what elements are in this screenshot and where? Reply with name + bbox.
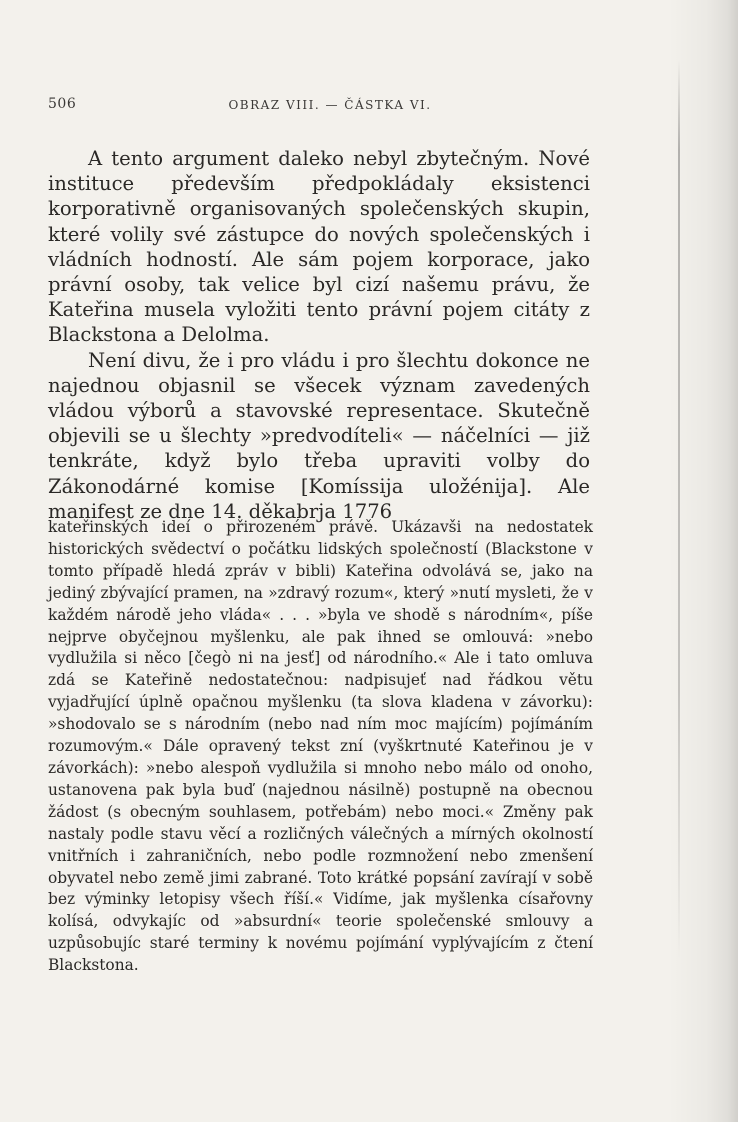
page-number: 506: [48, 96, 77, 112]
page-spine-line: [678, 60, 680, 960]
main-paragraph: Není divu, že i pro vládu i pro šlechtu dokonce ne najednou objasnil se všecek význam zavedených vládou výborů a stavovské representace. Skutečně objevili se u šlechty »predvodíteli« — náčelníci — již tenkráte, když bylo třeba upraviti volby do Zákonodárné komise [Komíssija uložénija]. Ale manifest ze dne 14. děkabrja 1776: [48, 348, 590, 523]
running-head: [48, 96, 596, 118]
footnote-paragraph: kateřinských ideí o přirozeném právě. Ukázavši na nedostatek historických svědectví o počátku lidských společností (Blackstone v tomto případě hledá zpráv v bibli) Kateřina odvolává se, jako na jediný zbývající pramen, na »zdravý rozum«, který »nutí mysleti, že v každém národě jeho vláda« . . . »byla ve shodě s národním«, píše nejprve obyčejnou myšlenku, ale pak ihned se omlouvá: »nebo vydlužila si něco [čegò ni na jesť] od národního.« Ale i tato omluva zdá se Kateřině nedostatečnou: nadpisujeť nad řádkou větu vyjadřující úplně opačnou myšlenku (ta slova kladena v závorku): »shodovalo se s národním (nebo nad ním moc majícím) pojímáním rozumovým.« Dále opravený tekst zní (vyškrtnuté Kateřinou je v závorkách): »nebo alespoň vydlužila si mnoho nebo málo od onoho, ustanovena pak byla buď (najednou násilně) postupně na obecnou žádost (s obecným souhlasem, potřebám) nebo moci.« Změny pak nastaly podle stavu věcí a rozličných válečných a mírných okolností vnitřních i zahraničních, nebo podle rozmnožení nebo zmenšení obyvatel nebo země jimi zabrané. Toto krátké popsání zavírají v sobě bez výminky letopisy všech říší.« Vidíme, jak myšlenka císařovny kolísá, odvykajíc od »absurdní« teorie společenské smlouvy a uzpůsobujíc staré terminy k novému pojímání vyplývajícím z čtení Blackstona.: [48, 518, 593, 975]
main-text: [48, 146, 590, 524]
footnote: [48, 517, 593, 977]
main-paragraph: A tento argument daleko nebyl zbytečným. Nové instituce především předpokládaly eksistenci korporativně organisovaných společenských skupin, které volily své zástupce do nových společenských i vládních hodností. Ale sám pojem korporace, jako právní osoby, tak velice byl cizí našemu právu, že Kateřina musela vyložiti tento právní pojem citáty z Blackstona a Delolma.: [48, 147, 590, 347]
running-head-title: OBRAZ VIII. — ČÁSTKA VI.: [228, 98, 432, 112]
